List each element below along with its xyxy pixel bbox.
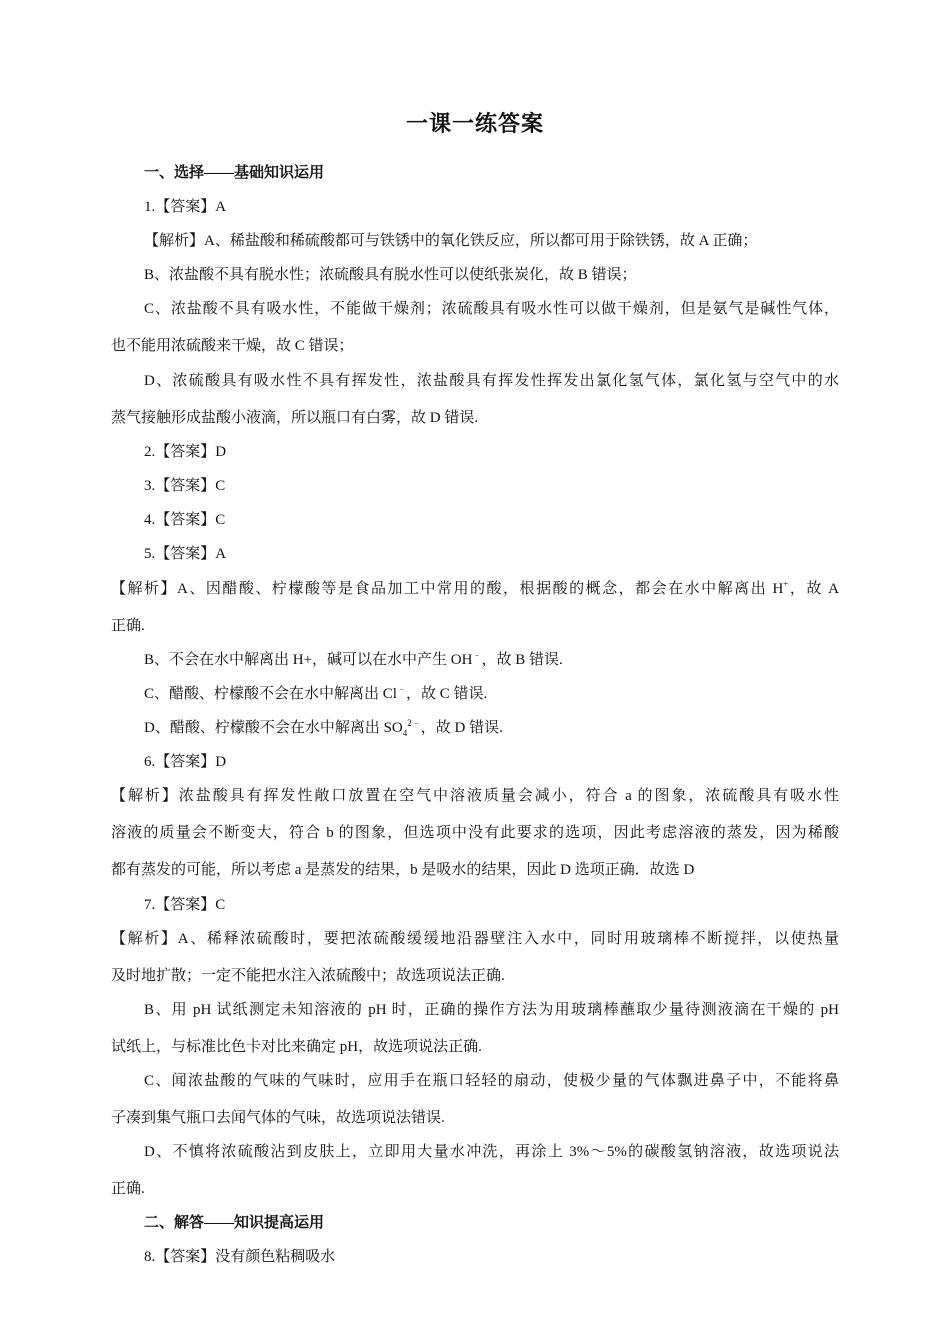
section-heading-answer: 二、解答——知识提高运用: [144, 1215, 325, 1231]
q5-text: 【解析】A、因醋酸、柠檬酸等是食品加工中常用的酸，根据酸的概念，都会在水中解离出 H: [111, 581, 784, 597]
q2-answer: 2.【答案】D: [144, 444, 227, 460]
subscript: 4: [402, 728, 408, 738]
q5-analysis-line: [144, 684, 487, 704]
q3-answer: 3.【答案】C: [144, 478, 226, 494]
q6-analysis-line: 都有蒸发的可能，所以考虑 a 是蒸发的结果，b 是吸水的结果，因此 D 选项正确．故选 D: [111, 862, 695, 878]
q5-analysis-line: [111, 579, 839, 599]
q4-answer: 4.【答案】C: [144, 512, 226, 528]
superscript: ﹣: [396, 684, 406, 694]
q7-answer: 7.【答案】C: [144, 897, 226, 913]
q5-text: D、醋酸、柠檬酸不会在水中解离出 SO: [144, 720, 403, 736]
q6-analysis-line: 溶液的质量会不断变大，符合 b 的图象，但选项中没有此要求的选项，因此考虑溶液的蒸发，因为稀酸: [111, 825, 839, 841]
q1-answer: 1.【答案】A: [144, 199, 227, 215]
q5-text: ，故 D 错误.: [420, 720, 503, 736]
q7-analysis-line: 【解析】A、稀释浓硫酸时，要把浓硫酸缓缓地沿器壁注入水中，同时用玻璃棒不断搅拌，以使热量: [111, 931, 839, 947]
q1-analysis-line: 蒸气接触形成盐酸小液滴，所以瓶口有白雾，故 D 错误.: [111, 410, 479, 426]
q7-analysis-line: B、用 pH 试纸测定未知溶液的 pH 时，正确的操作方法为用玻璃棒蘸取少量待测液滴在干燥的 pH: [144, 1002, 839, 1018]
superscript: ﹣: [472, 650, 482, 660]
superscript: 2﹣: [407, 718, 421, 728]
superscript: +: [783, 579, 789, 589]
q6-answer: 6.【答案】D: [144, 754, 227, 770]
q5-text: ，故 B 错误.: [481, 652, 563, 668]
q8-answer: 8.【答案】没有颜色粘稠吸水: [144, 1249, 336, 1265]
q6-analysis-line: 【解析】浓盐酸具有挥发性敞口放置在空气中溶液质量会减小，符合 a 的图象，浓硫酸具有吸水性: [111, 788, 839, 804]
q7-analysis-line: 及时地扩散；一定不能把水注入浓硫酸中；故选项说法正确.: [111, 968, 505, 984]
q5-answer: 5.【答案】A: [144, 546, 227, 562]
page-title: 一课一练答案: [405, 112, 544, 137]
q5-text: B、不会在水中解离出 H+，碱可以在水中产生 OH: [144, 652, 473, 668]
q5-text: ，故 C 错误.: [405, 686, 488, 702]
section-heading-choice: 一、选择——基础知识运用: [144, 165, 325, 181]
q7-analysis-line: C、闻浓盐酸的气味的气味时，应用手在瓶口轻轻的扇动，使极少量的气体飘进鼻子中，不能将鼻: [144, 1073, 839, 1089]
q1-analysis-line: 【解析】A、稀盐酸和稀硫酸都可与铁锈中的氧化铁反应，所以都可用于除铁锈，故 A 正确；: [144, 233, 758, 249]
q7-analysis-line: 子凑到集气瓶口去闻气体的气味，故选项说法错误.: [111, 1110, 445, 1126]
q5-analysis-line: [144, 718, 503, 738]
q1-analysis-line: D、浓硫酸具有吸水性不具有挥发性，浓盐酸具有挥发性挥发出氯化氢气体，氯化氢与空气中的水: [144, 373, 839, 389]
q1-analysis-line: B、浓盐酸不具有脱水性；浓硫酸具有脱水性可以使纸张炭化，故 B 错误；: [144, 267, 637, 283]
q5-analysis-line: [144, 650, 563, 670]
q5-analysis-line: 正确.: [111, 618, 145, 634]
q7-analysis-line: 正确.: [111, 1181, 145, 1197]
q1-analysis-line: 也不能用浓硫酸来干燥，故 C 错误；: [111, 338, 354, 354]
q5-text: C、醋酸、柠檬酸不会在水中解离出 Cl: [144, 686, 397, 702]
q7-analysis-line: D、不慎将浓硫酸沾到皮肤上，立即用大量水冲洗，再涂上 3%～5%的碳酸氢钠溶液，故选项说法: [144, 1144, 839, 1160]
q1-analysis-line: C、浓盐酸不具有吸水性，不能做干燥剂；浓硫酸具有吸水性可以做干燥剂，但是氨气是碱性气体，: [144, 301, 839, 317]
q5-text: ，故 A: [788, 581, 839, 597]
q7-analysis-line: 试纸上，与标准比色卡对比来确定 pH，故选项说法正确.: [111, 1039, 482, 1055]
